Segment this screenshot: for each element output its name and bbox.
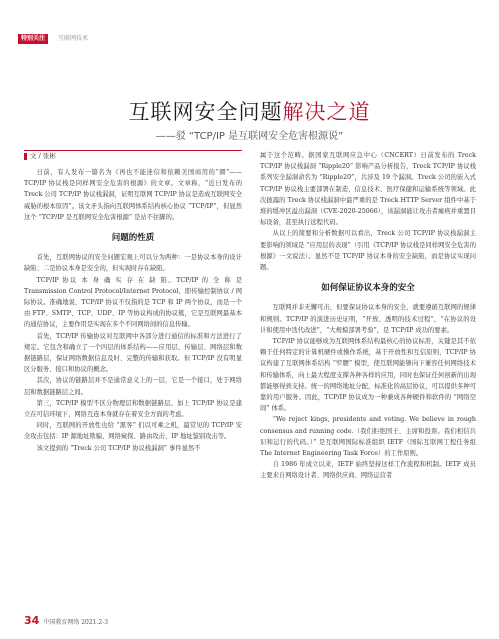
paragraph: TCP/IP 协议能够成为互联网体系结构最核心的协议标准，关键是其不依赖于任何特定的计算机硬件或操作系统，基于开放性和互信原则，TCP/IP 协议构建了互联网体系结构 “窄腰” 模型，使互联网能够向下兼容任何网络技术和传输体系，向上最大程度支撑各种各样的应用，同时也保证任何创新的出现都能够得到支持。统一的网络地址分配，标准化的高层协议，可以提供多种可靠的用户服务。因此，TCP/IP 协议成为一种兼成各种硬件和软件的 “网络空间” 体系。 [260, 338, 476, 413]
paragraph: “We reject kings, presidents and voting. We believe in rough consensus and running code.（我们拒绝国王、主席和投票。我们相信共识和运行的代码。）” 是互联网国际标准组织 IETF（国际互联网工程任务组 The Internet Engineering Task Force）的工作原则。 [260, 416, 476, 458]
paragraph: 从以上的简要和分析数据可以看出，Treck 公司 TCP/IP 协议栈漏洞主要影响的领域是 “应用层的表现”（引用《TCP/IP 协议栈是同样网安全危害的根源》一文说法）。显然不是 TCP/IP 协议本身的安全缺陷，而是协议实现问题。 [260, 230, 476, 272]
author-line [24, 150, 242, 161]
paragraph: 第三，TCP/IP 模型不区分物理层和数据链路层。加上 TCP/IP 协议是建立在可信环境下，网络互连本身就存在着安全方面的考虑。 [24, 399, 242, 419]
paragraph: 首先，TCP/IP 传输协议对互联网中各部分进行通信的标准和方法进行了规定。它包含和确立了一个四层的体系结构——应用层、传输层、网络层和数据链路层，保证网络数据信息及时、完整的传输和获取。但 TCP/IP 没有明显区分服务、接口和协议的概念。 [24, 332, 242, 374]
left-column [24, 150, 242, 454]
journal-name: 中国教育网络 2021.2-3 [43, 619, 109, 626]
paragraph: 属于这个范畴。据国家互联网应急中心（CNCERT）日前发布的 Treck TCP/IP 协议栈漏洞 “Ripple20” 影响产品分析报告，Treck TCP/IP 协议栈系列安全漏洞命名为 “Ripple20”，共涉及 19 个漏洞。Treck 公司的嵌入式 TCP/IP 协议栈主要部署在制造、信息技术、医疗保健和运输系统等领域。此次披露的 Treck 协议栈漏洞中最严重的是 Treck HTTP Server 组件中基于堆的缓冲区溢出漏洞（CVE-2020-25066），该漏洞能让攻击者瘫痪并重置目标设备，甚至执行远程代码。 [260, 152, 476, 227]
article-subtitle: ——驳 “TCP/IP 是互联网安全危害根源说” [155, 131, 344, 142]
section-header [18, 34, 113, 44]
paragraph: 同时，互联网的开放性也给 “黑客” 们以可乘之机，最常见的 TCP/IP 安全攻击包括：IP 源地址欺骗、网络窥探、路由攻击、IP 地址鉴别攻击等。 [24, 422, 242, 441]
right-column [260, 150, 476, 482]
paragraph: 自 1986 年成立以来，IETF 始终坚持这样工作流程和机制。IETF 成员主要来自网络设计者、网络供应商、网络运营者 [260, 461, 476, 480]
paragraph: TCP/IP 协议 本 身 确 实 存 在 缺 陷。TCP/IP 的 全 称 是 Transmission Control Protocol/Internet Protocol，即传输控制协议 / 网际协议。准确地说，TCP/IP 协议不仅指的是 TCP 和 IP 两个协议，而是一个由 FTP、SMTP、TCP、UDP、IP 等协议构成的协议簇，它是互联网最基本的通信协议，主要作用是实现在多个不同网络间的信息传输。 [24, 276, 242, 329]
title-main: 互联网安全问题 [128, 100, 283, 124]
paragraph: 首先，互联网协议的安全问题宏观上可以分为两种：一是协议本身的设计缺陷；二是协议本身是安全的，但实现时存在缺陷。 [24, 254, 242, 273]
section-heading: 如何保证协议本身的安全 [321, 283, 415, 294]
page-footer [24, 614, 108, 627]
page-number: 34 [24, 614, 40, 627]
author-marker [24, 153, 27, 160]
subsection-label: 互联网技术 [58, 35, 89, 42]
section-tag: 特别关注 [18, 34, 48, 44]
paragraph: 互联网并非无懈可击，但要保证协议本身的安全，就要遵循互联网的规律和规则。TCP/IP 的演进历史证明，“开放、透明的技术过程”，“在协议的设计和使用中迭代改进”，“大规模部署考验”，是 TCP/IP 成功的要素。 [260, 304, 476, 334]
article-title [0, 96, 499, 126]
author-name: 文 / 张彬 [30, 152, 56, 160]
section-heading: 问题的性质 [111, 233, 155, 244]
title-highlight: 解决之道 [282, 100, 371, 124]
paragraph: 其次，协议的链路层并不是通常意义上的一层，它是一个接口，处于网络层和数据链路层之间。 [24, 377, 242, 396]
paragraph: 该文提到的 “Treck 公司 TCP/IP 协议栈漏洞” 事件显然不 [36, 444, 201, 452]
paragraph: 日前，有人发布一篇名为《再也不能迷信和依赖美国商用的“圈”——TCP/IP 协议栈是同样网安全危害的根源》的文章。文章称，“近日发布的 Treck 公司 TCP/IP 协议栈漏洞，证明互联网 TCP/IP 协议是造成互联网安全威胁的根本原因”。该文矛头指向互联网体系结构核心协议 “TCP/IP”，但显然这个 “TCP/IP 是互联网安全危害根源” 是站不住脚的。 [24, 169, 242, 221]
